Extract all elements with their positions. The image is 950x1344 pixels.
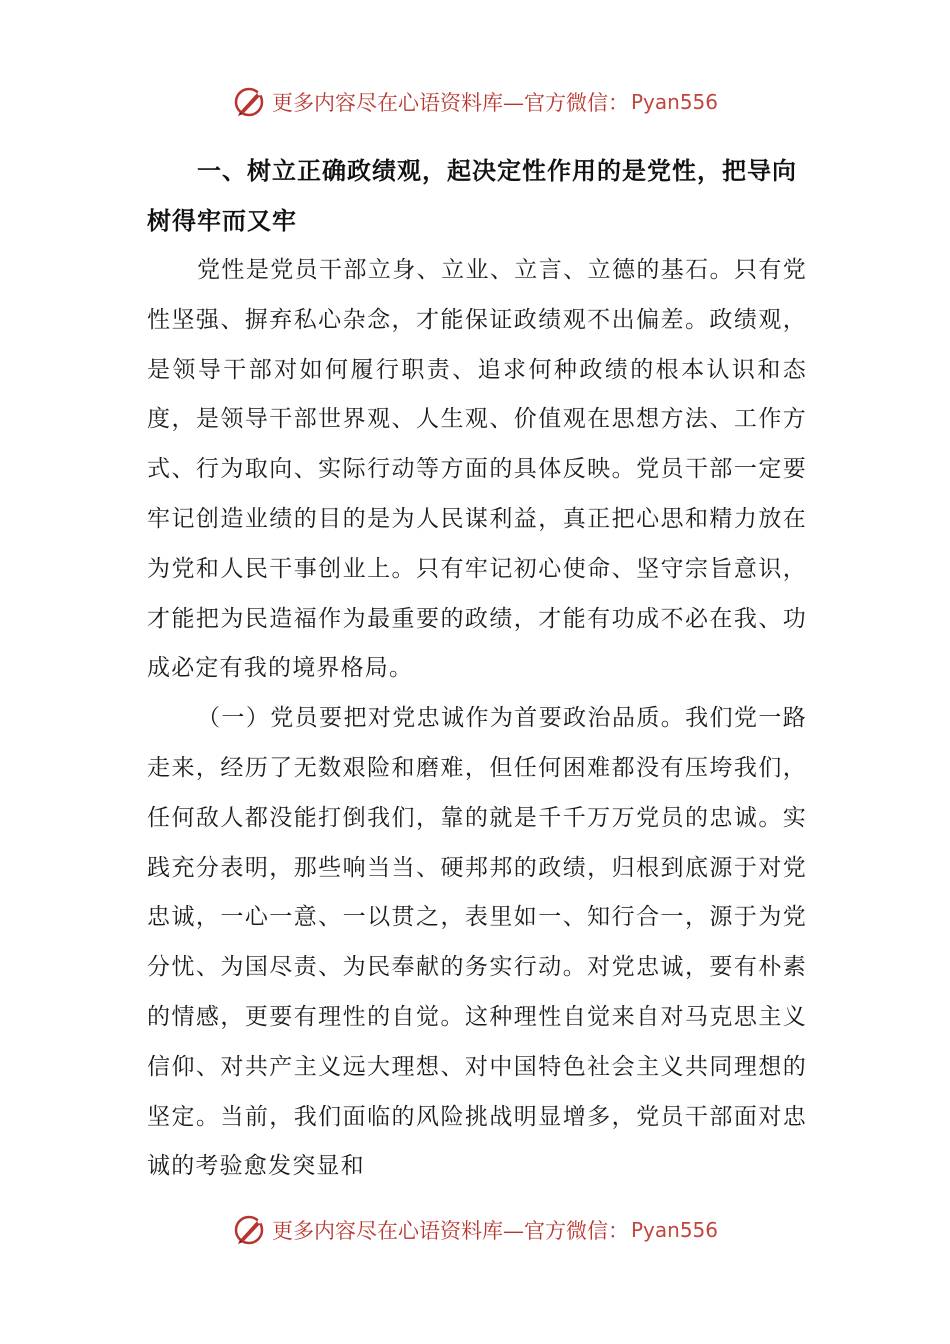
pen-logo-icon — [232, 1212, 268, 1248]
section-heading: 一、树立正确政绩观，起决定性作用的是党性，把导向树得牢而又牢 — [147, 157, 797, 235]
banner-text: 更多内容尽在心语资料库—官方微信： — [271, 91, 629, 115]
paragraph: （一）党员要把对党忠诚作为首要政治品质。我们党一路走来，经历了无数艰险和磨难，但任何困难都没有压垮我们，任何敌人都没能打倒我们，靠的就是千千万万党员的忠诚。实践充分表明，那些响当当、硬邦邦的政绩，归根到底源于对党忠诚，一心一意、一以贯之，表里如一、知行合一，源于为党分忧、为国尽责、为民奉献的务实行动。对党忠诚，要有朴素的情感，更要有理性的自觉。这种理性自觉来自对马克思主义信仰、对共产主义远大理想、对中国特色社会主义共同理想的坚定。当前，我们面临的风险挑战明显增多，党员干部面对忠诚的考验愈发突显和 — [147, 705, 807, 1180]
banner-wechat-id: Pyan556 — [630, 1218, 718, 1242]
header-banner — [0, 80, 950, 124]
banner-wechat-id: Pyan556 — [630, 90, 718, 114]
document-body — [147, 146, 807, 1192]
banner-text: 更多内容尽在心语资料库—官方微信： — [271, 1219, 629, 1243]
paragraph: 党性是党员干部立身、立业、立言、立德的基石。只有党性坚强、摒弃私心杂念，才能保证政绩观不出偏差。政绩观，是领导干部对如何履行职责、追求何种政绩的根本认识和态度，是领导干部世界观、人生观、价值观在思想方法、工作方式、行为取向、实际行动等方面的具体反映。党员干部一定要牢记创造业绩的目的是为人民谋利益，真正把心思和精力放在为党和人民干事创业上。只有牢记初心使命、坚守宗旨意识，才能把为民造福作为最重要的政绩，才能有功成不必在我、功成必定有我的境界格局。 — [147, 257, 807, 682]
footer-banner — [0, 1208, 950, 1252]
pen-logo-icon — [232, 84, 268, 120]
